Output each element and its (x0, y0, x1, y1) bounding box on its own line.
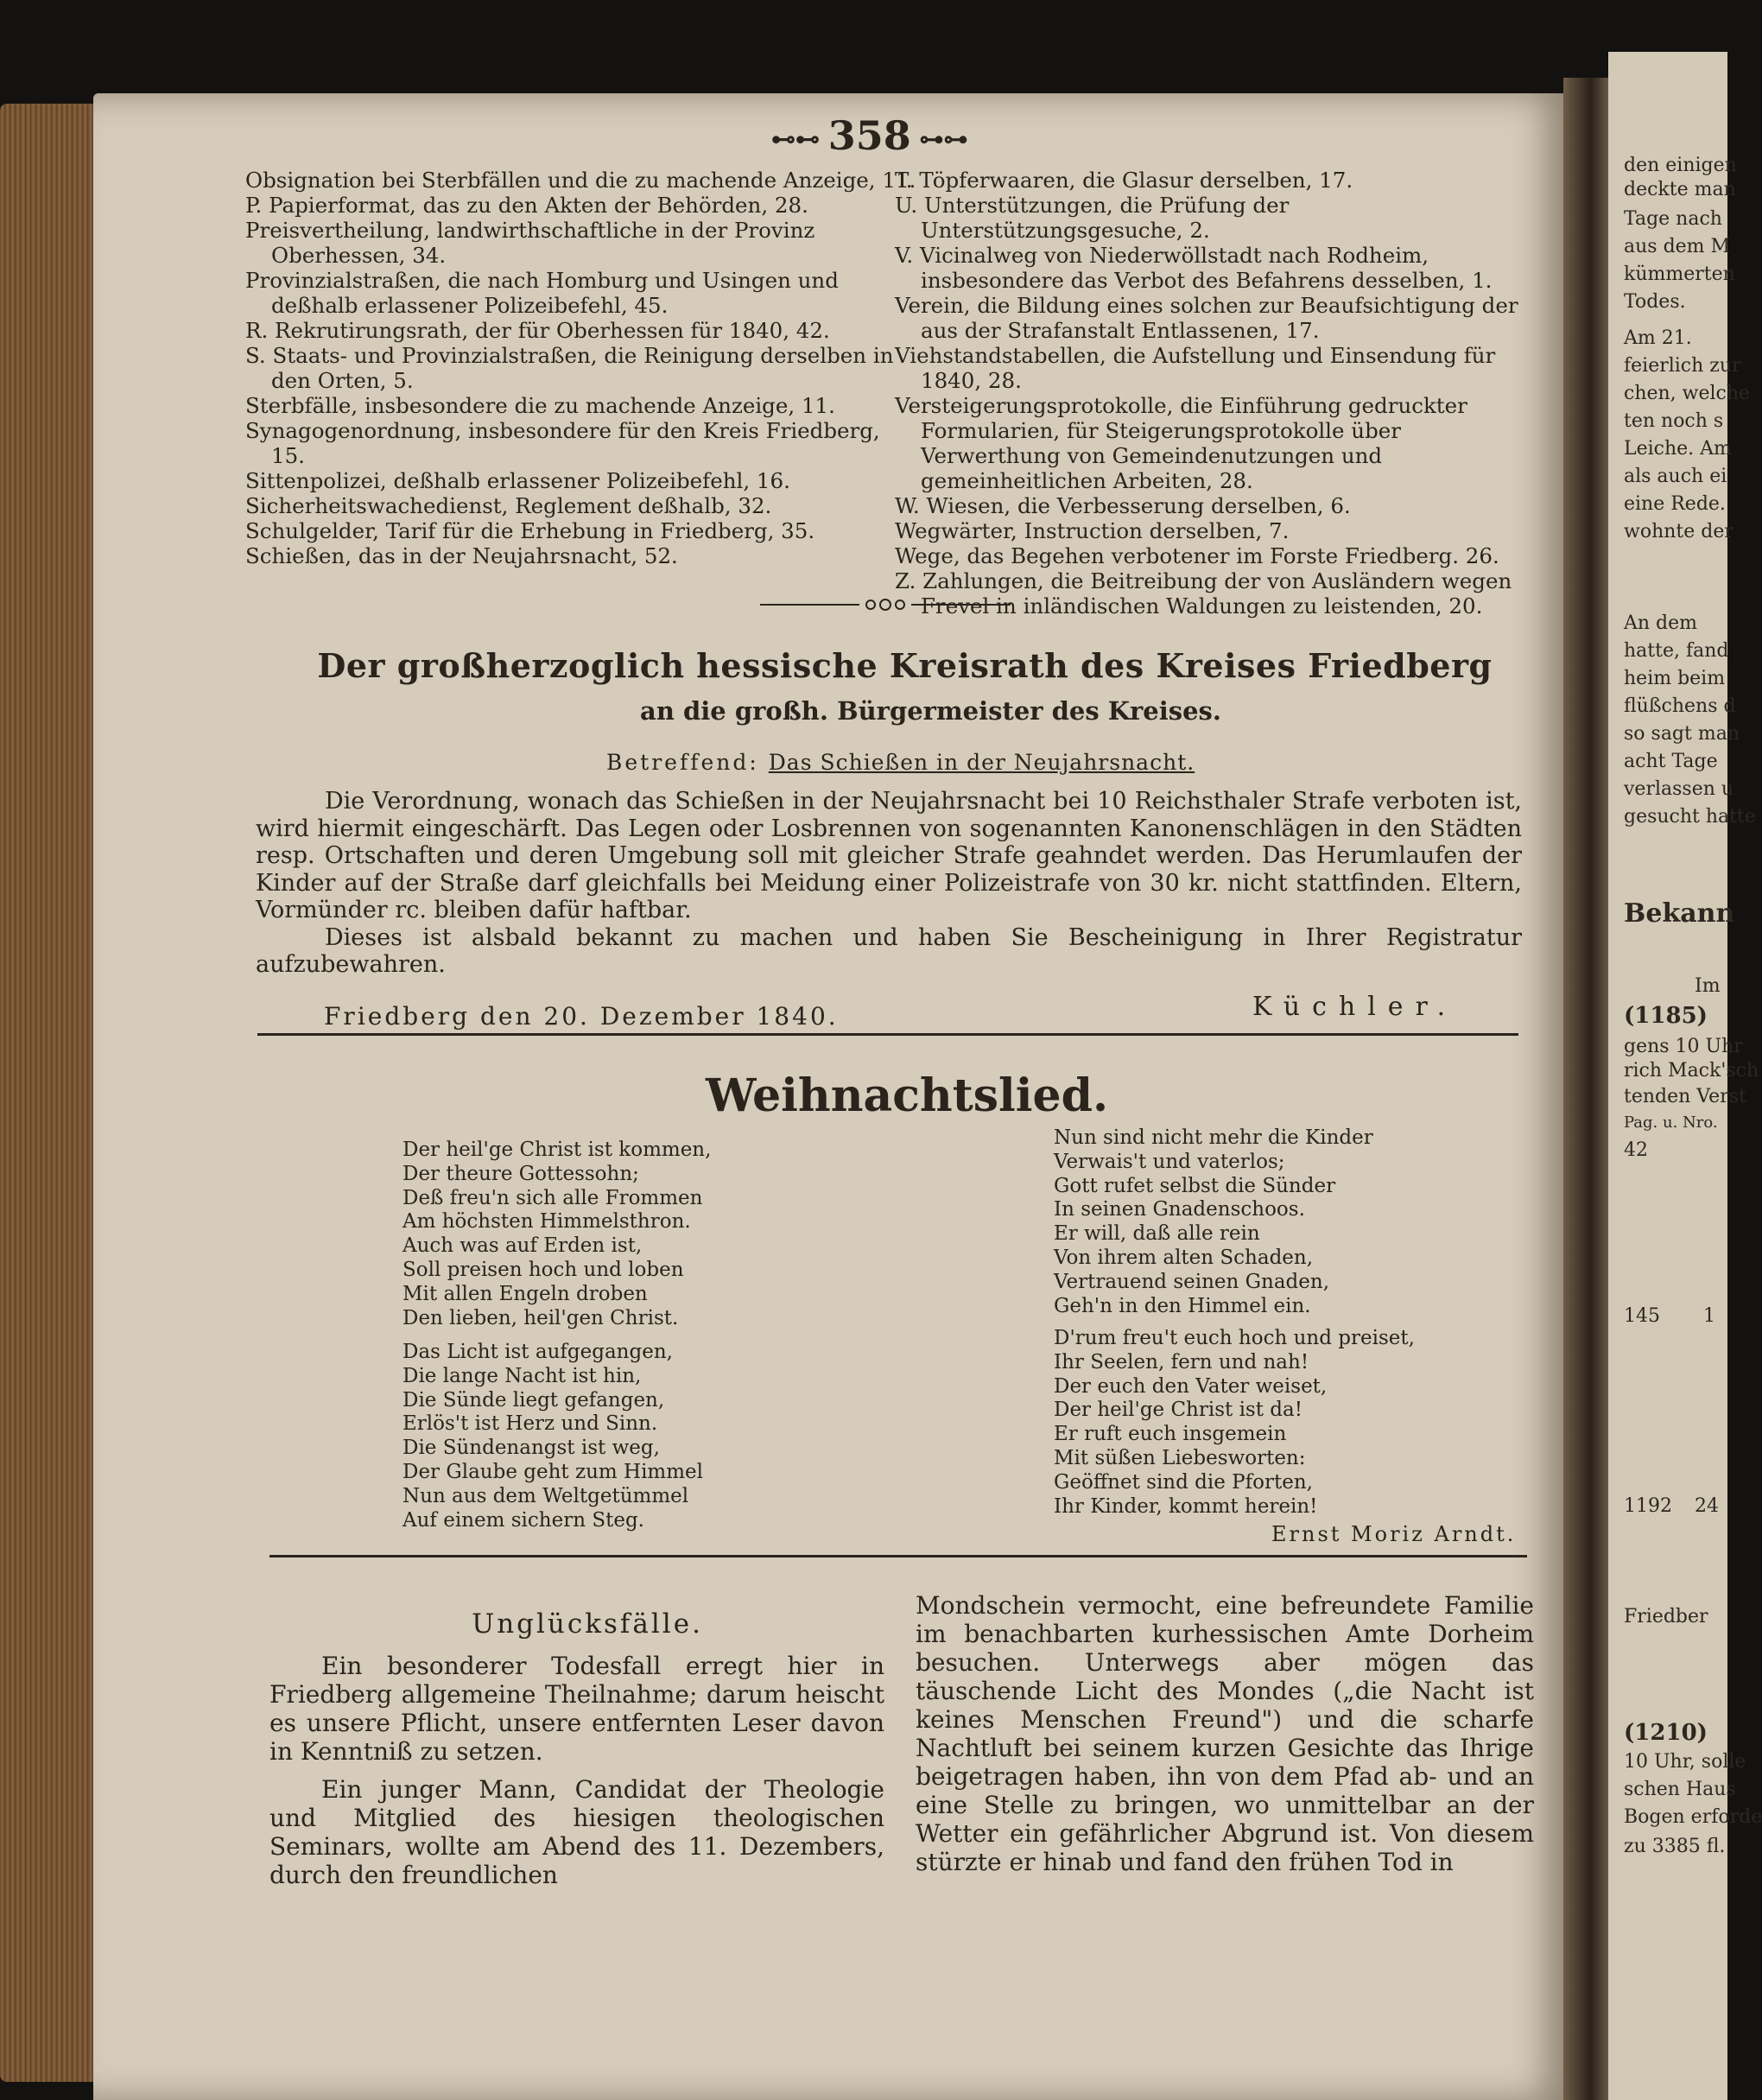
divider-rule (257, 1033, 1518, 1036)
decree-title: Der großherzoglich hessische Kreisrath des Kreises Friedberg (317, 646, 1493, 685)
next-page-text: Todes. (1624, 291, 1686, 313)
index-entry: Z. Zahlungen, die Beitreibung der von Ausländern wegen Frevel in inländischen Waldungen zu leistenden, 20. (895, 568, 1512, 619)
poem-line: Auf einem sichern Steg. (402, 1508, 644, 1532)
next-page-text: verlassen u (1624, 778, 1734, 800)
next-page-text: tenden Verst (1624, 1086, 1746, 1107)
next-page-text: schen Haus (1624, 1779, 1736, 1800)
index-entry: Sterbfälle, insbesondere die zu machende Anzeige, 11. (245, 393, 835, 418)
ornament-right-icon: ⊶⊶ (910, 124, 968, 154)
poem-line: Gott rufet selbst die Sünder (1054, 1174, 1336, 1197)
poem-line: Von ihrem alten Schaden, (1054, 1246, 1314, 1269)
next-page-text: eine Rede. (1624, 493, 1726, 515)
decree-signature: Küchler. (1252, 992, 1458, 1022)
page-number-block (771, 112, 968, 159)
poem-line: Erlös't ist Herz und Sinn. (402, 1412, 658, 1436)
accidents-title: Unglücksfälle. (472, 1608, 703, 1640)
index-entry: Wegwärter, Instruction derselben, 7. (895, 518, 1290, 543)
index-entry: Schießen, das in der Neujahrsnacht, 52. (245, 543, 678, 568)
decree-subtitle: an die großh. Bürgermeister des Kreises. (640, 696, 1221, 726)
decree-place-date: Friedberg den 20. Dezember 1840. (324, 1002, 839, 1031)
ornament-left-icon: ⊷⊷ (771, 124, 828, 154)
next-page-text: wohnte der (1624, 521, 1733, 542)
poem-line: Der euch den Vater weiset, (1054, 1374, 1328, 1398)
index-entry: Schulgelder, Tarif für die Erhebung in Friedberg, 35. (245, 518, 815, 543)
poem-line: Der Glaube geht zum Himmel (402, 1460, 704, 1483)
poem-author: Ernst Moriz Arndt. (1271, 1522, 1517, 1546)
poem-line: Am höchsten Himmelsthron. (402, 1210, 691, 1234)
next-page-text: aus dem M (1624, 236, 1731, 257)
poem-title: Weihnachtslied. (705, 1069, 1109, 1122)
decree-subject-label: Betreffend: (606, 750, 759, 775)
next-page-text: Tage nach (1624, 208, 1722, 230)
poem-line: Nun aus dem Weltgetümmel (402, 1484, 689, 1507)
decree-paragraph: Die Verordnung, wonach das Schießen in der Neujahrsnacht bei 10 Reichsthaler Strafe verboten ist, wird hiermit eingeschärft. Das Legen oder Losbrennen von sogenannten Kanonenschlägen in den Städten resp. Ortschaften und deren Umgebung soll mit gleicher Strafe geahndet werden. Das Herumlaufen der Kinder auf der Straße darf gleichfalls bei Meidung einer Polizeistrafe von 30 kr. nicht stattfinden. Eltern, Vormünder rc. bleiben dafür haftbar. (256, 788, 1522, 923)
decree-body (256, 788, 1522, 979)
poem-line: Ihr Kinder, kommt herein! (1054, 1494, 1318, 1518)
index-left-column (245, 168, 919, 568)
index-entry: Obsignation bei Sterbfällen und die zu machende Anzeige, 11. (245, 168, 916, 193)
next-page-text: Im (1695, 975, 1721, 997)
decree-subject-line (606, 750, 1195, 775)
next-page-fragment (1608, 52, 1762, 2100)
poem-line: Geöffnet sind die Pforten, (1054, 1470, 1313, 1494)
poem-line: Verwais't und vaterlos; (1054, 1150, 1285, 1173)
poem-line: Das Licht ist aufgegangen, (402, 1341, 673, 1363)
accidents-paragraph: Ein besonderer Todesfall erregt hier in Friedberg allgemeine Theilnahme; darum heischt es unsere Pflicht, unsere entfernten Leser davon in Kenntniß zu setzen. (269, 1652, 884, 1766)
next-page-text: Am 21. (1624, 327, 1692, 349)
poem-line: Auch was auf Erden ist, (402, 1234, 643, 1258)
poem-line: Die Sündenangst ist weg, (402, 1437, 660, 1460)
index-entry: Sicherheitswachedienst, Reglement deßhalb, 32. (245, 493, 772, 518)
index-entry: Synagogenordnung, insbesondere für den Kreis Friedberg, 15. (245, 418, 880, 468)
next-page-text: Friedber (1624, 1606, 1708, 1627)
poem-line: Er will, daß alle rein (1054, 1222, 1260, 1246)
poem-stanza (1054, 1126, 1373, 1318)
index-right-column (895, 168, 1525, 619)
ornament-divider-icon (760, 594, 1011, 615)
poem-line: Deß freu'n sich alle Frommen (402, 1186, 703, 1209)
poem-line: Ihr Seelen, fern und nah! (1054, 1350, 1309, 1374)
next-page-text: ten noch s (1624, 410, 1724, 432)
divider-rule (269, 1555, 1527, 1558)
next-page-text: Bogen erforde (1624, 1806, 1762, 1828)
next-page-text: feierlich zur (1624, 355, 1741, 377)
poem-line: Soll preisen hoch und loben (402, 1258, 684, 1281)
next-page-text: gesucht hatte (1624, 806, 1756, 828)
accidents-paragraph: Mondschein vermocht, eine befreundete Familie im benachbarten kurhessischen Amte Dorheim besuchen. Unterwegs aber mögen das täuschende Licht des Mondes („die Nacht ist keines Menschen Freund") und die scharfe Nachtluft bei seinem kurzen Gesichte das Ihrige beigetragen haben, ihn von dem Pfad ab- und an eine Stelle zu bringen, wo unmittelbar an der Wetter ein gefährlicher Abgrund ist. Von diesem stürzte er hinab und fand den frühen Tod in (916, 1591, 1534, 1876)
index-entry: Sittenpolizei, deßhalb erlassener Polizeibefehl, 16. (245, 468, 790, 493)
index-entry: Verein, die Bildung eines solchen zur Beaufsichtigung der aus der Strafanstalt Entlassenen, 17. (895, 293, 1518, 343)
next-page-text: heim beim (1624, 668, 1726, 689)
index-entry: Wege, das Begehen verbotener im Forste Friedberg. 26. (895, 543, 1499, 568)
poem-line: Mit süßen Liebesworten: (1054, 1446, 1306, 1469)
index-entry: S. Staats- und Provinzialstraßen, die Reinigung derselben in den Orten, 5. (245, 343, 894, 393)
next-page-text: (1210) (1624, 1720, 1708, 1746)
poem-line: Geh'n in den Himmel ein. (1054, 1294, 1311, 1317)
poem-line: Nun sind nicht mehr die Kinder (1054, 1126, 1373, 1149)
poem-stanza (402, 1341, 703, 1532)
index-entry: Preisvertheilung, landwirthschaftliche in der Provinz Oberhessen, 34. (245, 218, 815, 268)
poem-stanza (1054, 1327, 1415, 1519)
index-entry: T. Töpferwaaren, die Glasur derselben, 17. (895, 168, 1353, 193)
index-entry: U. Unterstützungen, die Prüfung der Unterstützungsgesuche, 2. (895, 193, 1290, 243)
index-entry: Versteigerungsprotokolle, die Einführung gedruckter Formularien, für Steigerungsprotokolle über Verwerthung von Gemeindenutzungen und gemeinheitlichen Arbeiten, 28. (895, 393, 1467, 493)
index-entry: W. Wiesen, die Verbesserung derselben, 6. (895, 493, 1351, 518)
decree-subject: Das Schießen in der Neujahrsnacht. (768, 750, 1195, 775)
next-page-text: 145 (1624, 1305, 1660, 1327)
next-page-text: zu 3385 fl. (1624, 1836, 1726, 1857)
index-entry: P. Papierformat, das zu den Akten der Behörden, 28. (245, 193, 808, 218)
next-page-text: An dem (1624, 612, 1698, 634)
poem-line: D'rum freu't euch hoch und preiset, (1054, 1327, 1415, 1349)
accidents-paragraph: Ein junger Mann, Candidat der Theologie und Mitglied des hiesigen theologischen Seminars, wollte am Abend des 11. Dezembers, durch den freundlichen (269, 1775, 884, 1889)
poem-line: Er ruft euch insgemein (1054, 1423, 1287, 1446)
index-entry: Provinzialstraßen, die nach Homburg und Usingen und deßhalb erlassener Polizeibefehl, 45. (245, 268, 839, 318)
next-page-text: acht Tage (1624, 751, 1718, 772)
next-page-text: kümmerten (1624, 263, 1735, 285)
poem-line: Der heil'ge Christ ist da! (1054, 1399, 1302, 1422)
next-page-text: chen, welche (1624, 383, 1751, 404)
next-page-text: Leiche. Am (1624, 438, 1732, 460)
next-page-text: 42 (1624, 1139, 1648, 1161)
next-page-text: deckte man (1624, 179, 1736, 200)
next-page-text: 1192 (1624, 1495, 1672, 1517)
next-page-text: als auch ei (1624, 466, 1727, 487)
next-page-text: den einigen (1624, 155, 1737, 176)
next-page-text: gens 10 Uhr (1624, 1036, 1743, 1057)
poem-line: Den lieben, heil'gen Christ. (402, 1306, 679, 1329)
index-entry: Viehstandstabellen, die Aufstellung und Einsendung für 1840, 28. (895, 343, 1496, 393)
index-entry: R. Rekrutirungsrath, der für Oberhessen für 1840, 42. (245, 318, 830, 343)
next-page-text: 24 (1695, 1495, 1719, 1517)
index-entry: V. Vicinalweg von Niederwöllstadt nach Rodheim, insbesondere das Verbot des Befahrens desselben, 1. (895, 243, 1493, 293)
next-page-text: hatte, fand (1624, 640, 1729, 662)
next-page-text: rich Mack'sch (1624, 1060, 1759, 1082)
next-page-text: 10 Uhr, solle (1624, 1751, 1746, 1773)
decree-paragraph: Dieses ist alsbald bekannt zu machen und haben Sie Bescheinigung in Ihrer Registratur aufzubewahren. (256, 923, 1522, 978)
next-page-text: (1185) (1624, 1003, 1708, 1029)
next-page-heading: Bekann (1624, 898, 1735, 929)
poem-stanza (402, 1139, 711, 1330)
poem-line: Mit allen Engeln droben (402, 1282, 648, 1305)
page-number: 358 (827, 112, 911, 159)
next-page-text: so sagt man (1624, 723, 1740, 745)
next-page-text: flüßchens d (1624, 695, 1736, 717)
next-page-text: 1 (1703, 1305, 1715, 1327)
poem-line: Vertrauend seinen Gnaden, (1054, 1270, 1330, 1293)
poem-line: Die Sünde liegt gefangen, (402, 1388, 665, 1412)
poem-line: Der heil'ge Christ ist kommen, (402, 1139, 712, 1161)
accidents-column-left (269, 1652, 884, 1899)
poem-line: Der theure Gottessohn; (402, 1162, 639, 1185)
accidents-column-right (916, 1591, 1534, 1886)
next-page-text: Pag. u. Nro. (1624, 1113, 1718, 1132)
poem-line: In seinen Gnadenschoos. (1054, 1198, 1305, 1221)
poem-line: Die lange Nacht ist hin, (402, 1364, 642, 1387)
